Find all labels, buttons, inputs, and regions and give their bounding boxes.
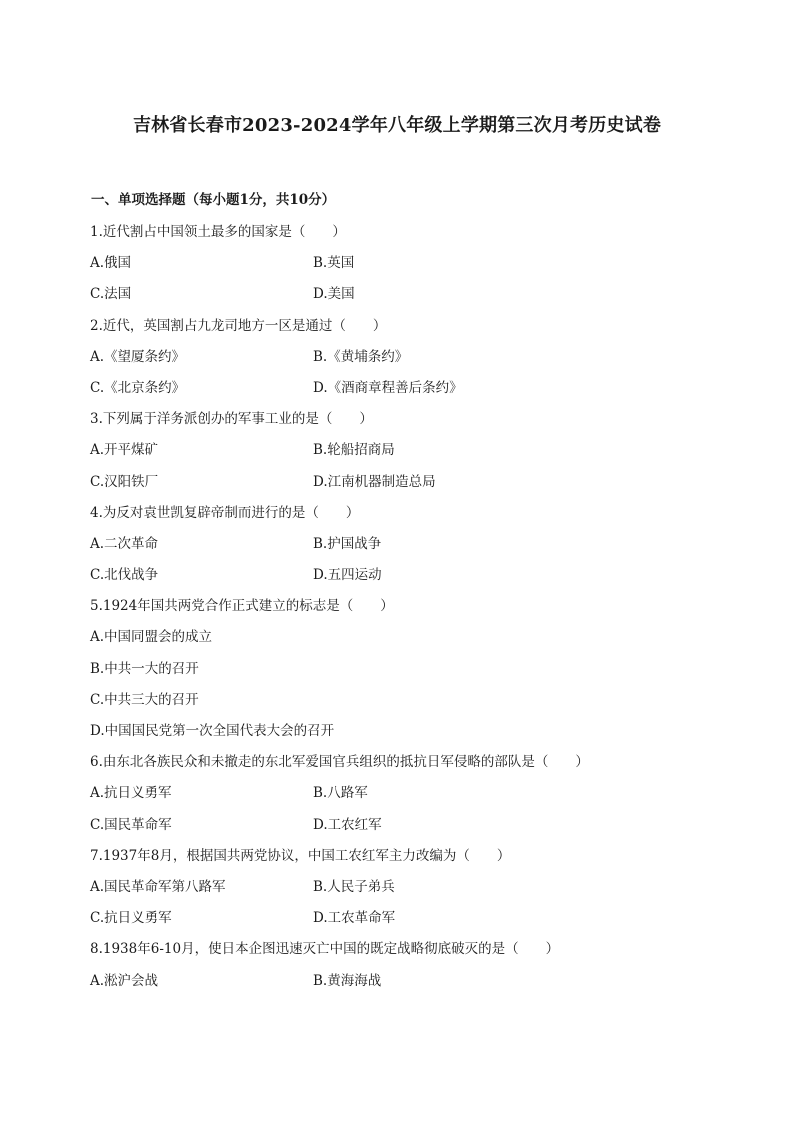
option-row xyxy=(90,252,710,283)
option-row xyxy=(90,377,710,408)
option: A.二次革命 xyxy=(90,535,159,552)
option: C.国民革命军 xyxy=(90,816,172,833)
option-row xyxy=(90,658,710,689)
option-row xyxy=(90,533,710,564)
question-list xyxy=(90,221,710,1001)
option-row xyxy=(90,814,710,845)
option-row xyxy=(90,626,710,657)
option: C.汉阳铁厂 xyxy=(90,473,159,490)
option: A.淞沪会战 xyxy=(90,972,159,989)
question-stem: 6.由东北各族民众和未撤走的东北军爱国官兵组织的抵抗日军侵略的部队是（ ） xyxy=(90,754,589,771)
option: B.人民子弟兵 xyxy=(313,878,395,895)
option: A.国民革命军第八路军 xyxy=(90,878,226,895)
option: C.北伐战争 xyxy=(90,567,159,584)
option: B.八路军 xyxy=(313,785,368,802)
option-row xyxy=(90,439,710,470)
question-stem: 5.1924年国共两党合作正式建立的标志是（ ） xyxy=(90,598,394,615)
option: A.《望厦条约》 xyxy=(90,348,186,365)
option: C.中共三大的召开 xyxy=(90,691,199,708)
option: D.美国 xyxy=(313,286,355,303)
option: D.五四运动 xyxy=(313,567,382,584)
option: A.抗日义勇军 xyxy=(90,785,172,802)
option-row xyxy=(90,720,710,751)
question-stem: 7.1937年8月，根据国共两党协议，中国工农红军主力改编为（ ） xyxy=(90,847,511,864)
option: A.开平煤矿 xyxy=(90,442,159,459)
option: D.工农革命军 xyxy=(313,910,396,927)
option: B.黄海海战 xyxy=(313,972,382,989)
option-row xyxy=(90,876,710,907)
option: A.俄国 xyxy=(90,255,132,272)
option-row xyxy=(90,283,710,314)
question-stem: 2.近代，英国割占九龙司地方一区是通过（ ） xyxy=(90,317,387,334)
option-row xyxy=(90,970,710,1001)
option: C.《北京条约》 xyxy=(90,379,186,396)
option: B.中共一大的召开 xyxy=(90,660,199,677)
option: A.中国同盟会的成立 xyxy=(90,629,213,646)
option-row xyxy=(90,689,710,720)
option: C.抗日义勇军 xyxy=(90,910,172,927)
option: D.中国国民党第一次全国代表大会的召开 xyxy=(90,723,335,739)
option-row xyxy=(90,471,710,502)
page-title: 吉林省长春市2023-2024学年八年级上学期第三次月考历史试卷 xyxy=(132,115,662,136)
option-row xyxy=(90,907,710,938)
question-stem: 3.下列属于洋务派创办的军事工业的是（ ） xyxy=(90,411,373,428)
section-heading: 一、单项选择题（每小题1分，共10分） xyxy=(91,192,336,208)
option: D.工农红军 xyxy=(313,816,382,833)
question-stem: 1.近代割占中国领土最多的国家是（ ） xyxy=(90,224,346,240)
option-row xyxy=(90,346,710,377)
question-stem: 4.为反对袁世凯复辟帝制而进行的是（ ） xyxy=(90,504,360,521)
option-row xyxy=(90,782,710,813)
option: C.法国 xyxy=(90,286,132,303)
option: D.江南机器制造总局 xyxy=(313,473,436,490)
option: B.英国 xyxy=(313,255,355,272)
question-stem: 8.1938年6-10月，使日本企图迅速灭亡中国的既定战略彻底破灭的是（ ） xyxy=(90,941,560,958)
option: B.护国战争 xyxy=(313,535,382,552)
option-row xyxy=(90,564,710,595)
option: B.轮船招商局 xyxy=(313,442,395,459)
option: B.《黄埔条约》 xyxy=(313,348,409,365)
option: D.《酒商章程善后条约》 xyxy=(313,379,463,396)
